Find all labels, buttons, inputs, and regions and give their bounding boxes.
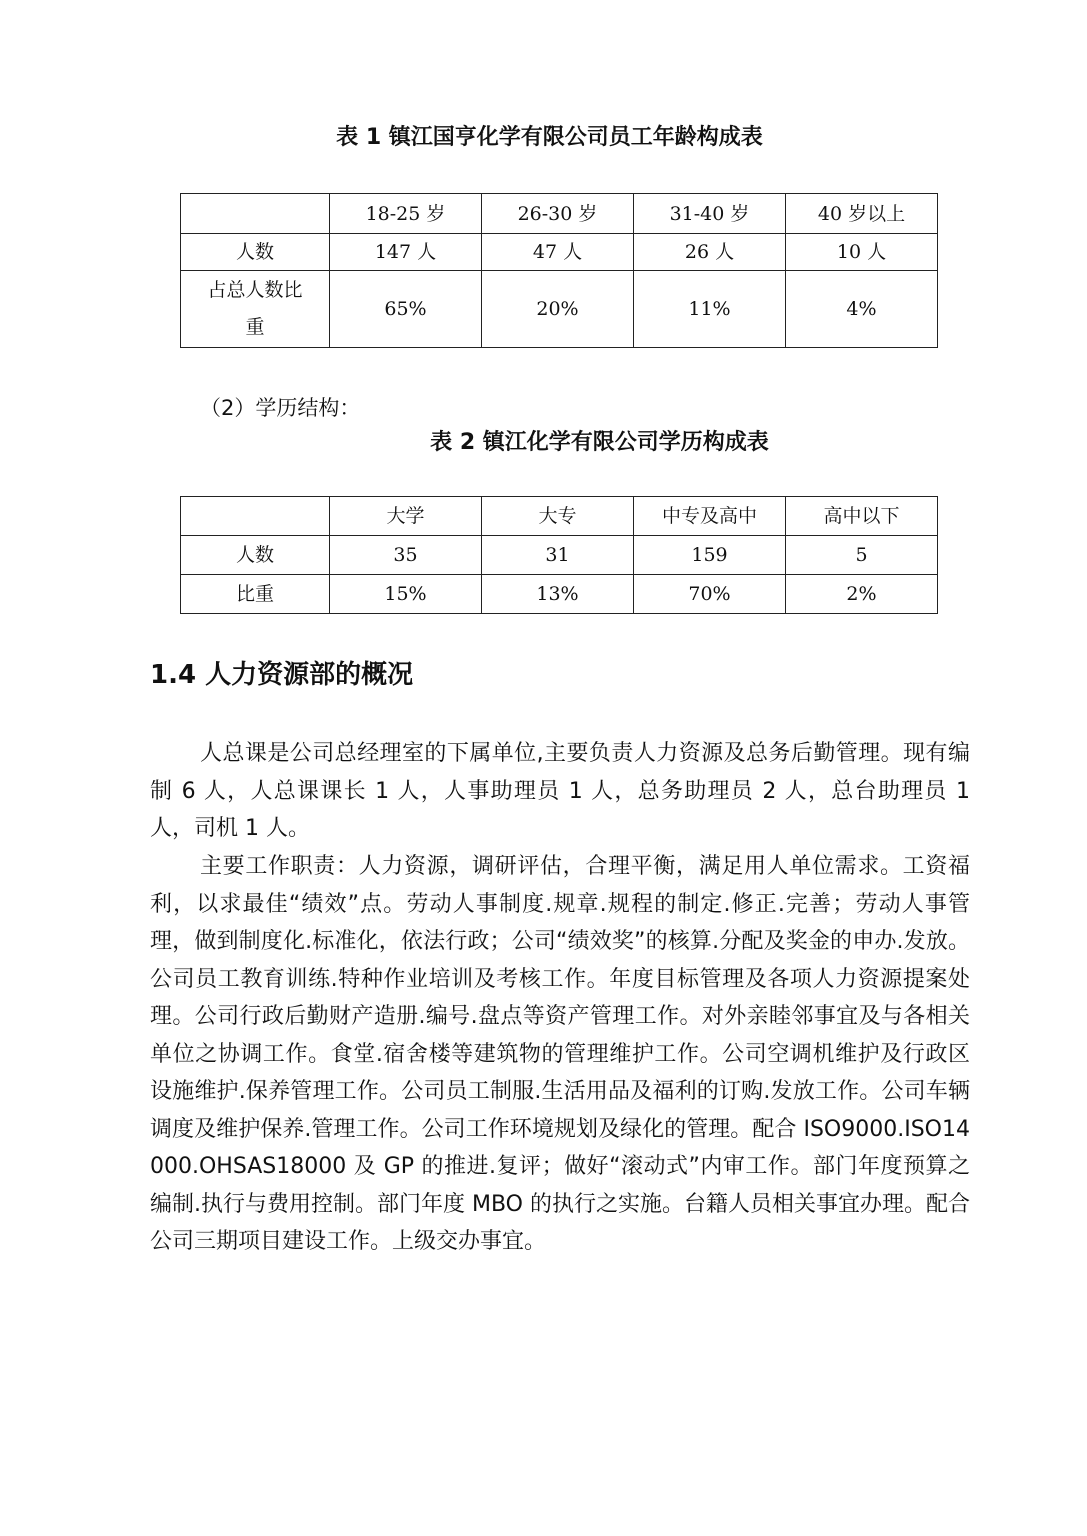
row-label: 占总人数比重 xyxy=(181,271,330,348)
table-cell: 159 xyxy=(634,536,786,575)
header-cell: 18-25 岁 xyxy=(330,194,482,234)
section-heading: 1.4 人力资源部的概况 xyxy=(150,660,414,690)
table-cell: 2% xyxy=(786,575,938,614)
header-cell: 大专 xyxy=(482,497,634,536)
table-cell: 10 人 xyxy=(786,234,938,271)
header-cell: 中专及高中 xyxy=(634,497,786,536)
table-row xyxy=(181,234,938,271)
table-cell: 11% xyxy=(634,271,786,348)
table-cell: 5 xyxy=(786,536,938,575)
table-cell: 65% xyxy=(330,271,482,348)
row-label: 人数 xyxy=(181,234,330,271)
header-cell: 40 岁以上 xyxy=(786,194,938,234)
table-row xyxy=(181,271,938,348)
education-structure-table xyxy=(180,496,938,614)
body-paragraph: 人总课是公司总经理室的下属单位,主要负责人力资源及总务后勤管理。现有编制 6 人，人总课课长 1 人，人事助理员 1 人，总务助理员 2 人，总台助理员 1 人，司机 1 人。 xyxy=(150,741,970,841)
row-label: 比重 xyxy=(181,575,330,614)
body-paragraph: 主要工作职责：人力资源，调研评估，合理平衡，满足用人单位需求。工资福利，以求最佳“绩效”点。劳动人事制度.规章.规程的制定.修正.完善；劳动人事管理，做到制度化.标准化，依法行政；公司“绩效奖”的核算.分配及奖金的申办.发放。公司员工教育训练.特种作业培训及考核工作。年度目标管理及各项人力资源提案处理。公司行政后勤财产造册.编号.盘点等资产管理工作。对外亲睦邻事宜及与各相关单位之协调工作。食堂.宿舍楼等建筑物的管理维护工作。公司空调机维护及行政区设施维护.保养管理工作。公司员工制服.生活用品及福利的订购.发放工作。公司车辆调度及维护保养.管理工作。公司工作环境规划及绿化的管理。配合 ISO9000.ISO14000.OHSAS18000 及 GP 的推进.复评；做好“滚动式”内审工作。部门年度预算之编制.执行与费用控制。部门年度 MBO 的执行之实施。台籍人员相关事宜办理。配合公司三期项目建设工作。上级交办事宜。 xyxy=(150,854,970,1254)
education-structure-subheading: （2）学历结构： xyxy=(200,396,361,420)
table-cell: 15% xyxy=(330,575,482,614)
table-cell: 47 人 xyxy=(482,234,634,271)
table-header-row xyxy=(181,194,938,234)
header-cell: 大学 xyxy=(330,497,482,536)
table1-caption: 表 1 镇江国亨化学有限公司员工年龄构成表 xyxy=(336,125,763,150)
header-cell: 26-30 岁 xyxy=(482,194,634,234)
table-cell: 4% xyxy=(786,271,938,348)
table-cell: 26 人 xyxy=(634,234,786,271)
table2-caption: 表 2 镇江化学有限公司学历构成表 xyxy=(430,430,769,455)
table-cell: 147 人 xyxy=(330,234,482,271)
header-cell-empty xyxy=(181,194,330,234)
table-cell: 13% xyxy=(482,575,634,614)
table-cell: 70% xyxy=(634,575,786,614)
table-row xyxy=(181,536,938,575)
table-header-row xyxy=(181,497,938,536)
header-cell: 31-40 岁 xyxy=(634,194,786,234)
header-cell-empty xyxy=(181,497,330,536)
table-cell: 31 xyxy=(482,536,634,575)
age-structure-table xyxy=(180,193,938,348)
row-label: 人数 xyxy=(181,536,330,575)
header-cell: 高中以下 xyxy=(786,497,938,536)
table-cell: 35 xyxy=(330,536,482,575)
table-row xyxy=(181,575,938,614)
table-cell: 20% xyxy=(482,271,634,348)
